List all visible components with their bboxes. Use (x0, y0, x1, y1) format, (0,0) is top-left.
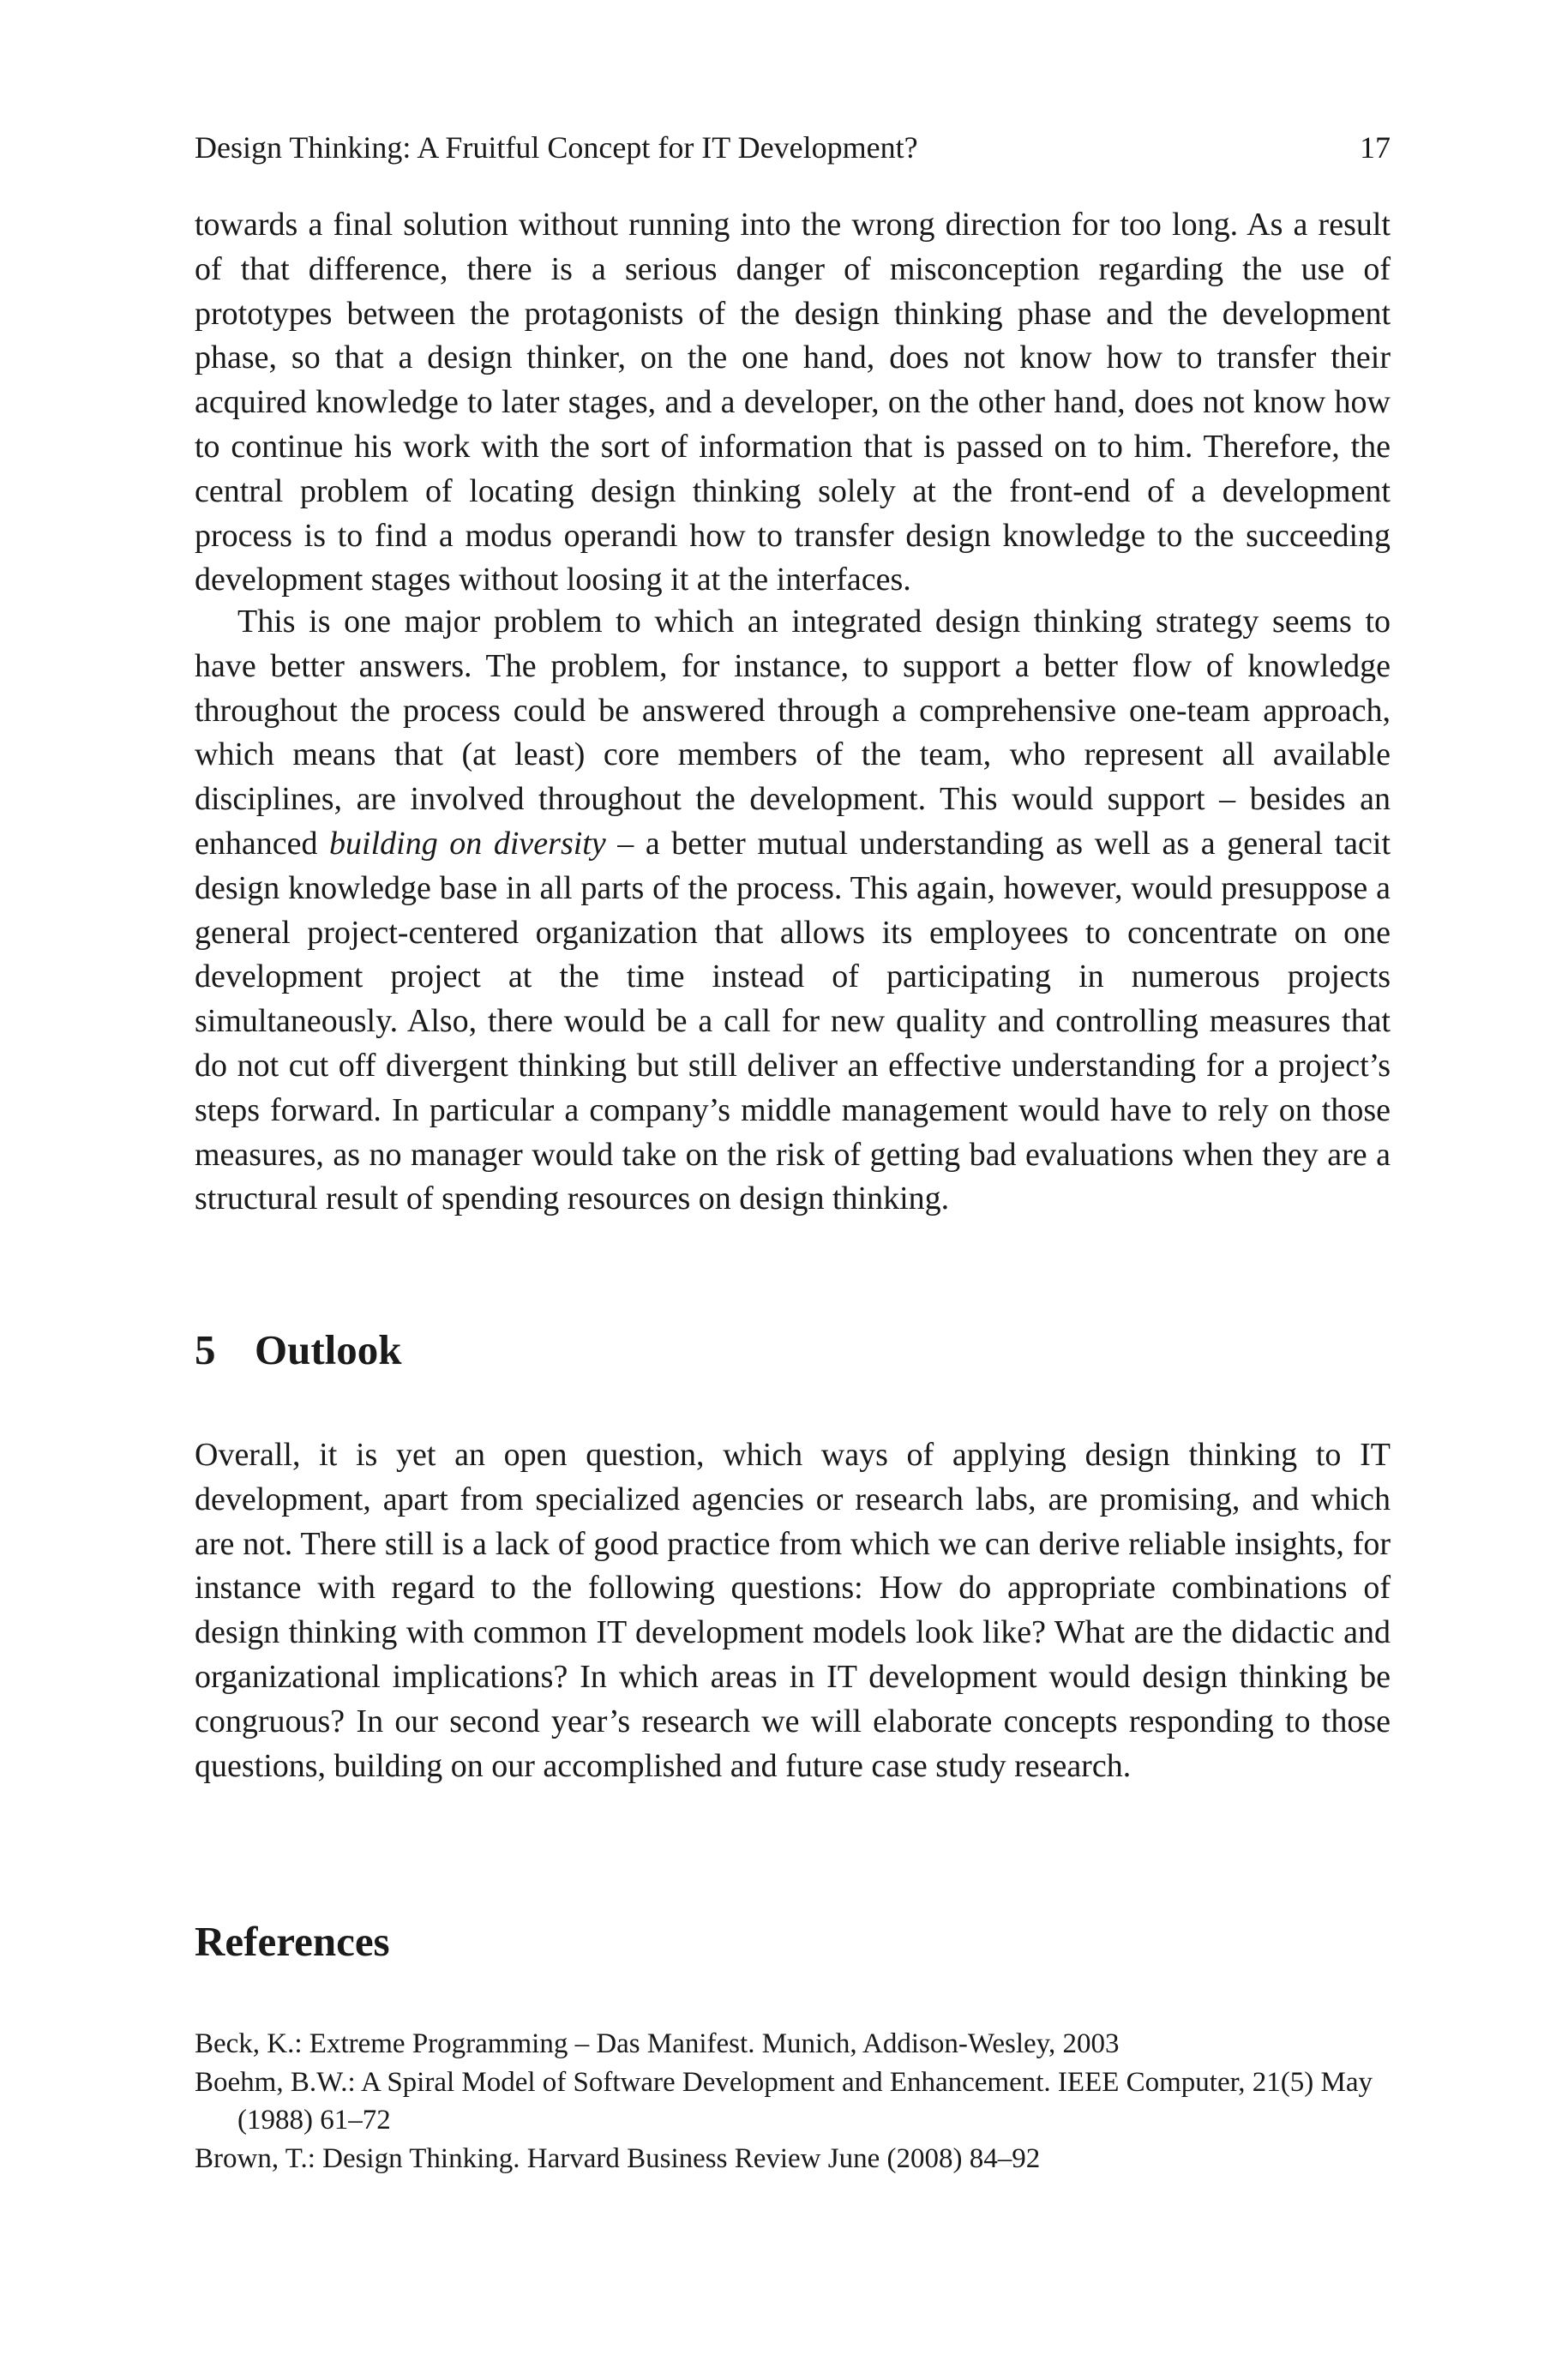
section-heading-outlook (195, 1325, 402, 1376)
page-number: 17 (1360, 130, 1391, 165)
paragraph-integrated-strategy (195, 600, 1391, 1222)
paragraph-text: towards a final solution without running into the wrong direction for too long. As a result of that difference, there is a serious danger of misconception regarding the use of prototypes between the protagonists of the design thinking phase and the development phase, so that a design thinker, on the one hand, does not know how to transfer their acquired knowledge to later stages, and a developer, on the other hand, does not know how to continue his work with the sort of information that is passed on to him. Therefore, the central problem of locating design thinking solely at the front-end of a development process is to find a modus operandi how to transfer design knowledge to the succeeding development stages without loosing it at the interfaces. (195, 207, 1391, 598)
paragraph-outlook (195, 1433, 1391, 1788)
paragraph-text: Overall, it is yet an open question, which ways of applying design thinking to IT development, apart from specialized agencies or research labs, are promising, and which are not. There still is a lack of good practice from which we can derive reliable insights, for instance with regard to the following questions: How do appropriate combinations of design thinking with common IT development models look like? What are the didactic and organizational implications? In which areas in IT development would design thinking be congruous? In our second year’s research we will elaborate concepts responding to those questions, building on our accomplished and future case study research. (195, 1437, 1391, 1784)
section-number: 5 (195, 1326, 216, 1373)
paragraph-text-end: – a better mutual understanding as well as a general tacit design knowledge base in all parts of the process. This again, however, would presuppose a general project-centered organization that allows its employees to concentrate on one development project at the time instead of participating in numerous projects simultaneously. Also, there would be a call for new quality and controlling measures that do not cut off divergent thinking but still deliver an effective understanding for a project’s steps forward. In particular a company’s middle management would have to rely on those measures, as no manager would take on the risk of getting bad evaluations when they are a structural result of spending resources on design thinking. (195, 825, 1391, 1217)
paragraph-continued (195, 203, 1391, 603)
emphasis-building-on-diversity: building on diversity (329, 825, 606, 862)
paragraph-text-start: This is one major problem to which an integrated design thinking strategy seems to have better answers. The problem, for instance, to support a better flow of knowledge throughout the process could be answered through a comprehensive one-team approach, which means that (at least) core members of the team, who represent all available disciplines, are involved throughout the development. This would support – besides an enhanced (195, 604, 1391, 862)
section-title: Outlook (255, 1326, 402, 1373)
references-heading: References (195, 1918, 390, 1965)
reference-list (195, 2025, 1391, 2178)
running-header (195, 129, 1391, 166)
reference-item: Boehm, B.W.: A Spiral Model of Software Development and Enhancement. IEEE Computer, 21(5) May (1988) 61–72 (195, 2066, 1373, 2136)
paragraph-text (195, 600, 1391, 1222)
running-title: Design Thinking: A Fruitful Concept for IT Development? (195, 130, 918, 165)
reference-item: Beck, K.: Extreme Programming – Das Manifest. Munich, Addison-Wesley, 2003 (195, 2028, 1120, 2059)
reference-item: Brown, T.: Design Thinking. Harvard Business Review June (2008) 84–92 (195, 2142, 1041, 2174)
